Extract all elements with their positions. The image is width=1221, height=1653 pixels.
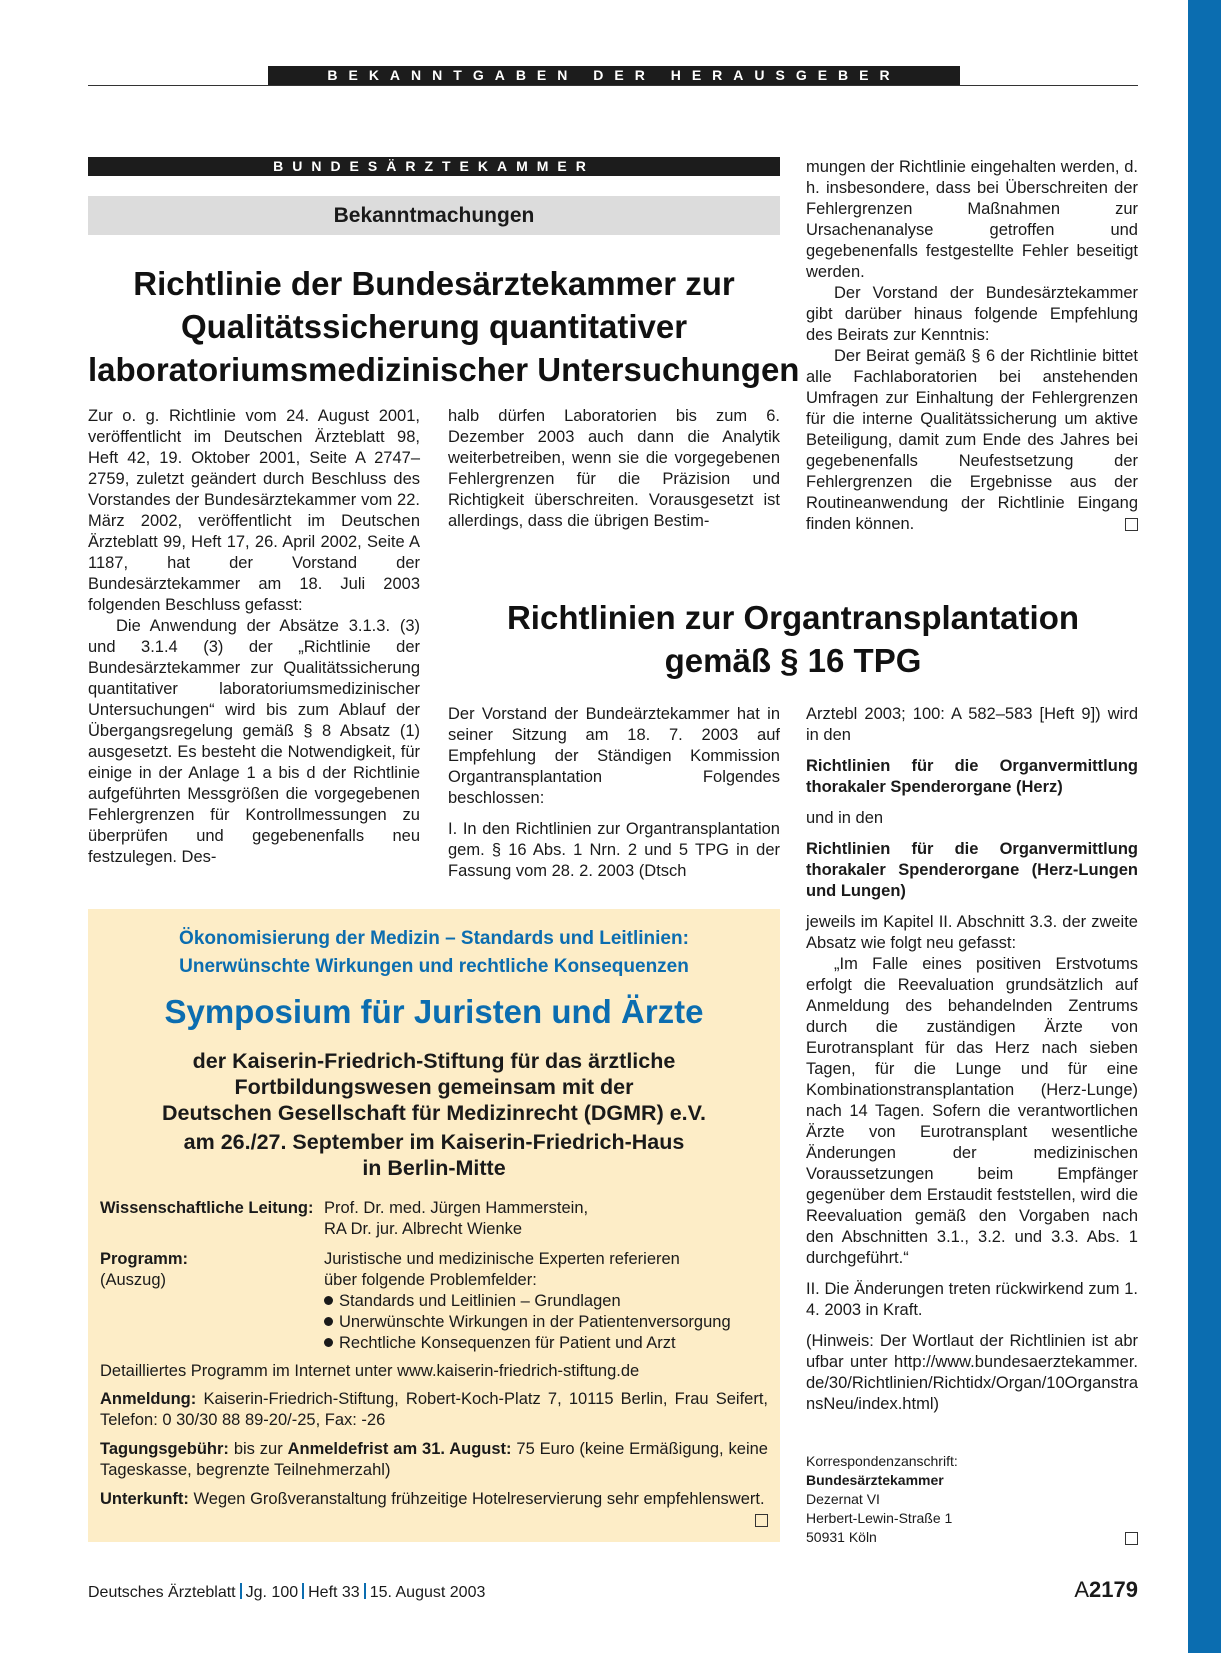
correspondence-name: Bundesärztekammer xyxy=(806,1472,944,1488)
article1-column-1 xyxy=(88,406,420,868)
article1-paragraph: Zur o. g. Richtlinie vom 24. August 2001, veröffentlicht im Deutschen Ärzteblatt 98, Heft 42, 19. Oktober 2001, Seite A 2747–2759, zuletzt geändert durch Beschluss des Vorstandes der Bundesärztekammer vom 22. März 2002, veröffentlicht im Deutschen Ärzteblatt 99, Heft 17, 26. April 2002, Seite A 1187, hat der Vorstand der Bundesärztekammer am 18. Juli 2003 folgenden Beschluss gefasst: xyxy=(88,407,420,614)
bullet-icon xyxy=(324,1296,333,1305)
article1-title-line: Qualitätssicherung quantitativer xyxy=(180,308,688,345)
correspondence-label: Korrespondenzanschrift: xyxy=(806,1453,958,1469)
program-bullet-text: Standards und Leitlinien – Grundlagen xyxy=(339,1292,621,1310)
article1-column-2 xyxy=(448,406,780,532)
program-bullet-text: Unerwünschte Wirkungen in der Patientenversorgung xyxy=(339,1313,731,1331)
article2-paragraph: Arztebl 2003; 100: A 582–583 [Heft 9]) wird in den xyxy=(806,705,1138,744)
journal-name: Deutsches Ärzteblatt xyxy=(88,1584,236,1601)
end-of-article-square-icon xyxy=(1125,1532,1138,1545)
program-sublabel: (Auszug) xyxy=(100,1271,167,1289)
correspondence-street: Herbert-Lewin-Straße 1 xyxy=(806,1510,953,1526)
bullet-icon xyxy=(324,1338,333,1347)
article1-title xyxy=(88,262,800,391)
article2-column-2 xyxy=(448,704,780,882)
program-bullet-item xyxy=(324,1333,676,1354)
article1-paragraph: Die Anwendung der Absätze 3.1.3. (3) und 3.1.4 (3) der „Richtlinie der Bundesärztekammer zur Qualitätssicherung quantitativer laboratoriumsmedizinischer Untersuchungen“ wird bis zum Ablauf der Übergangsregelung gemäß § 8 Absatz (1) ausgesetzt. Es besteht die Notwendigkeit, für einige in der Anlage 1 a bis d der Richtlinie aufgeführten Messgrößen die vorgegebenen Fehlergrenzen für Kontrollmessungen zu überprüfen und gegebenenfalls neu festzulegen. Des- xyxy=(88,617,420,866)
page-prefix: A xyxy=(1074,1577,1090,1602)
article2-note: (Hinweis: Der Wortlaut der Richtlinien ist abrufbar unter http://www.bundesaerztekammer.de/30/Richtlinien/Richtidx/Organ/10OrganstransNeu/index.html) xyxy=(806,1332,1139,1413)
article2-paragraph: und in den xyxy=(806,809,884,827)
symposium-organizer-line: Deutschen Gesellschaft für Medizinrecht (DGMR) e.V. xyxy=(162,1101,706,1125)
accommodation-label: Unterkunft: xyxy=(100,1490,189,1508)
header-rule xyxy=(88,85,1138,86)
program-text: über folgende Problemfelder: xyxy=(324,1271,537,1289)
article2-title xyxy=(448,596,1138,682)
article2-title-line: Richtlinien zur Organtransplantation xyxy=(506,599,1080,636)
subheading-band: Bekanntmachungen xyxy=(88,196,780,235)
registration-label: Anmeldung: xyxy=(100,1390,197,1408)
scientific-lead-name: Prof. Dr. med. Jürgen Hammerstein, xyxy=(324,1199,589,1217)
correspondence-city-text: 50931 Köln xyxy=(806,1529,877,1545)
program-bullet-item xyxy=(324,1291,621,1312)
end-of-article-square-icon xyxy=(1125,518,1138,531)
article1-paragraph: mungen der Richtlinie eingehalten werden, d. h. insbesondere, dass bei Überschreiten der Fehlergrenzen Maßnahmen zur Ursachenanalyse getroffen und gegebenenfalls festgestellte Fehler beseitigt werden. xyxy=(806,158,1138,281)
footer-separator xyxy=(302,1583,304,1599)
organization-band: BUNDESÄRZTEKAMMER xyxy=(88,157,780,176)
article2-paragraph: I. In den Richtlinien zur Organtransplantation gem. § 16 Abs. 1 Nrn. 2 und 5 TPG in der Fassung vom 28. 2. 2003 (Dtsch xyxy=(448,820,780,880)
article1-column-3 xyxy=(806,157,1138,535)
footer-citation xyxy=(88,1583,485,1602)
program-label: Programm: xyxy=(100,1250,189,1268)
end-of-article-square-icon xyxy=(755,1514,768,1527)
scientific-lead-label: Wissenschaftliche Leitung: xyxy=(100,1199,314,1217)
article2-title-line: gemäß § 16 TPG xyxy=(664,642,922,679)
symposium-organizer-line: Fortbildungswesen gemeinsam mit der xyxy=(234,1075,634,1099)
article1-paragraph: Der Vorstand der Bundesärztekammer gibt darüber hinaus folgende Empfehlung des Beirats zur Kenntnis: xyxy=(806,284,1138,344)
article1-title-line: laboratoriumsmedizinischer Untersuchungen xyxy=(88,351,800,388)
article2-paragraph: II. Die Änderungen treten rückwirkend zum 1. 4. 2003 in Kraft. xyxy=(806,1280,1138,1319)
page-number-value: 2179 xyxy=(1089,1577,1138,1602)
symposium-date-line: am 26./27. September im Kaiserin-Friedrich-Haus xyxy=(183,1130,685,1154)
symposium-subtitle: Ökonomisierung der Medizin – Standards und Leitlinien: xyxy=(179,928,689,949)
article2-quote: „Im Falle eines positiven Erstvotums erfolgt die Reevaluation grundsätzlich auf Anmeldung des behandelnden Zentrums durch die zuständigen Ärzte von Eurotransplant für das Herz nach sieben Tagen, für die Lunge und für eine Kombinationstransplantation (Herz-Lunge) nach 14 Tagen. Sofern die verantwortlichen Ärzte von Eurotransplant wesentliche Änderungen der medizinischen Voraussetzungen beim Empfänger gegenüber dem Erstaudit feststellen, wird die Reevaluation gemäß den Vorgaben nach den Abschnitten 3.1., 3.2. und 3.3. Abs. 1 durchgeführt.“ xyxy=(806,955,1138,1267)
fee-label: Tagungsgebühr: xyxy=(100,1440,229,1458)
fee-text: bis zur xyxy=(233,1440,283,1458)
article1-paragraph: halb dürfen Laboratorien bis zum 6. Dezember 2003 auch dann die Analytik weiterbetreiben, wenn sie die vorgegebenen Fehlergrenzen für die Präzision und Richtigkeit überschreiten. Vorausgesetzt ist allerdings, dass die übrigen Bestim- xyxy=(448,407,780,530)
journal-issue: Heft 33 xyxy=(308,1584,360,1601)
registration-info xyxy=(100,1389,768,1431)
article1-title-line: Richtlinie der Bundesärztekammer zur xyxy=(133,265,735,302)
fee-text: 75 Euro (keine Ermäßigung, keine Tageskasse, begrenzte Teilnehmerzahl) xyxy=(100,1440,768,1479)
scientific-lead-name: RA Dr. jur. Albrecht Wienke xyxy=(324,1220,523,1238)
guideline-title-heart: Richtlinien für die Organvermittlung thorakaler Spenderorgane (Herz) xyxy=(806,757,1138,796)
fee-deadline: Anmeldefrist am 31. August: xyxy=(287,1440,512,1458)
footer-separator xyxy=(240,1583,242,1599)
fee-info xyxy=(100,1439,768,1481)
accommodation-text: Wegen Großveranstaltung frühzeitige Hotelreservierung sehr empfehlenswert. xyxy=(193,1490,765,1508)
registration-text: Kaiserin-Friedrich-Stiftung, Robert-Koch-Platz 7, 10115 Berlin, Frau Seifert, Telefon: 0 30/30 88 89-20/-25, Fax: -26 xyxy=(100,1390,768,1429)
program-bullet-item xyxy=(324,1312,731,1333)
page-number xyxy=(1074,1577,1138,1603)
guideline-title-heart-lung: Richtlinien für die Organvermittlung thorakaler Spenderorgane (Herz-Lungen und Lungen) xyxy=(806,840,1138,900)
bullet-icon xyxy=(324,1317,333,1326)
footer-separator xyxy=(364,1583,366,1599)
article2-paragraph: Der Vorstand der Bundeärztekammer hat in seiner Sitzung am 18. 7. 2003 auf Empfehlung der Ständigen Kommission Organtransplantation Folgendes beschlossen: xyxy=(448,705,780,807)
program-details-link-text: Detailliertes Programm im Internet unter www.kaiserin-friedrich-stiftung.de xyxy=(100,1362,640,1380)
symposium-location-line: in Berlin-Mitte xyxy=(362,1156,506,1180)
article2-paragraph: jeweils im Kapitel II. Abschnitt 3.3. der zweite Absatz wie folgt neu gefasst: xyxy=(806,913,1138,952)
program-bullet-text: Rechtliche Konsequenzen für Patient und Arzt xyxy=(339,1334,676,1352)
accommodation-info xyxy=(100,1489,768,1527)
correspondence-address xyxy=(806,1452,1138,1547)
symposium-announcement-box xyxy=(88,909,780,1542)
program-text: Juristische und medizinische Experten referieren xyxy=(324,1250,680,1268)
symposium-organizer-line: der Kaiserin-Friedrich-Stiftung für das ärztliche xyxy=(192,1049,676,1073)
article1-last-paragraph-text: Der Beirat gemäß § 6 der Richtlinie bittet alle Fachlaboratorien bei anstehenden Umfragen zur Einhaltung der Fehlergrenzen für die interne Qualitätssicherung um aktive Beteiligung, damit zum Ende des Jahres bei gegebenenfalls Neufestsetzung der Fehlergrenzen die Ergebnisse aus der Routineanwendung der Richtlinie Eingang finden können. xyxy=(806,347,1138,533)
article1-paragraph xyxy=(806,346,1138,535)
journal-date: 15. August 2003 xyxy=(369,1584,486,1601)
symposium-subtitle: Unerwünschte Wirkungen und rechtliche Konsequenzen xyxy=(179,956,689,977)
section-header-band: BEKANNTGABEN DER HERAUSGEBER xyxy=(268,66,960,85)
correspondence-department: Dezernat VI xyxy=(806,1491,880,1507)
correspondence-city xyxy=(806,1528,1138,1547)
journal-volume: Jg. 100 xyxy=(245,1584,299,1601)
side-color-bar xyxy=(1188,0,1221,1653)
article2-column-3 xyxy=(806,704,1138,1415)
symposium-title: Symposium für Juristen und Ärzte xyxy=(164,993,704,1030)
